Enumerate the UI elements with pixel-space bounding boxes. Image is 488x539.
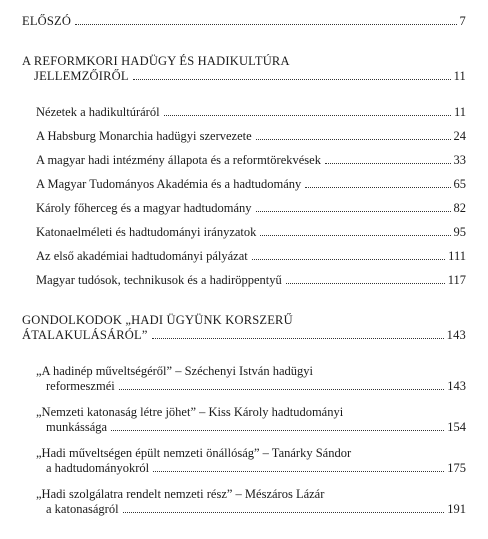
toc-entry-page: 117 (447, 273, 466, 287)
toc-entry-section1[interactable] (22, 69, 466, 84)
dot-leader (260, 235, 450, 236)
dot-leader (133, 79, 451, 80)
toc-entry[interactable] (22, 249, 466, 264)
section-heading-line2: JELLEMZŐIRŐL (34, 69, 129, 83)
toc-entry-page: 24 (453, 129, 466, 143)
table-of-contents (22, 14, 466, 517)
dot-leader (123, 512, 445, 513)
dot-leader (164, 115, 451, 116)
toc-entry-title: Nézetek a hadikultúráról (36, 105, 160, 119)
section-heading-line1: A REFORMKORI HADÜGY ÉS HADIKULTÚRA (22, 54, 290, 68)
toc-entry-page: 111 (448, 249, 466, 263)
toc-entry-page: 11 (453, 69, 466, 83)
dot-leader (111, 430, 444, 431)
toc-entry-page: 11 (453, 105, 466, 119)
dot-leader (75, 24, 456, 25)
toc-entry-foreword[interactable] (22, 14, 466, 29)
toc-entry-page: 95 (453, 225, 466, 239)
dot-leader (305, 187, 450, 188)
toc-entry[interactable] (22, 364, 466, 394)
toc-entry[interactable] (22, 129, 466, 144)
toc-entry[interactable] (22, 225, 466, 240)
toc-entry-title-cont: a katonaságról (46, 502, 119, 516)
toc-entry-title: „Hadi műveltségen épült nemzeti önállóság” – Tanárky Sándor (36, 446, 352, 460)
toc-entry-page: 33 (453, 153, 466, 167)
toc-entry[interactable] (22, 487, 466, 517)
toc-entry[interactable] (22, 201, 466, 216)
toc-entry-page: 7 (459, 14, 466, 28)
toc-entry-title: ELŐSZÓ (22, 14, 72, 28)
toc-entry-title: Katonaelméleti és hadtudományi irányzatok (36, 225, 257, 239)
toc-entry[interactable] (22, 153, 466, 168)
toc-entry-title-cont: munkássága (46, 420, 108, 434)
toc-entry-title: A magyar hadi intézmény állapota és a reformtörekvések (36, 153, 321, 167)
section-heading-line2: ÁTALAKULÁSÁRÓL” (22, 328, 148, 342)
toc-entry-section2[interactable] (22, 328, 466, 343)
toc-entry[interactable] (22, 273, 466, 288)
toc-entry-page: 191 (447, 502, 466, 516)
toc-entry-title: Magyar tudósok, technikusok és a hadiröppentyű (36, 273, 282, 287)
toc-entry-title: A Habsburg Monarchia hadügyi szervezete (36, 129, 252, 143)
dot-leader (256, 211, 451, 212)
section-heading-line1: GONDOLKODOK „HADI ÜGYÜNK KORSZERŰ (22, 313, 293, 327)
toc-entry-title: „Nemzeti katonaság létre jöhet” – Kiss Károly hadtudományi (36, 405, 344, 419)
toc-entry-page: 154 (447, 420, 466, 434)
toc-entry[interactable] (22, 105, 466, 120)
toc-entry[interactable] (22, 446, 466, 476)
toc-entry-page: 143 (447, 379, 466, 393)
dot-leader (286, 283, 445, 284)
toc-entry-title-cont: reformeszméi (46, 379, 115, 393)
toc-entry-title: „Hadi szolgálatra rendelt nemzeti rész” – Mészáros Lázár (36, 487, 325, 501)
dot-leader (256, 139, 451, 140)
toc-entry[interactable] (22, 405, 466, 435)
toc-entry-page: 175 (447, 461, 466, 475)
toc-entry-title-cont: a hadtudományokról (46, 461, 150, 475)
toc-entry-page: 82 (453, 201, 466, 215)
toc-entry-title: „A hadinép műveltségéről” – Széchenyi István hadügyi (36, 364, 314, 378)
dot-leader (252, 259, 445, 260)
toc-entry[interactable] (22, 177, 466, 192)
dot-leader (119, 389, 445, 390)
toc-entry-title: Az első akadémiai hadtudományi pályázat (36, 249, 248, 263)
dot-leader (153, 471, 444, 472)
dot-leader (325, 163, 451, 164)
toc-entry-page: 143 (446, 328, 466, 342)
toc-entry-page: 65 (453, 177, 466, 191)
dot-leader (152, 338, 444, 339)
toc-entry-title: Károly főherceg és a magyar hadtudomány (36, 201, 252, 215)
toc-entry-title: A Magyar Tudományos Akadémia és a hadtudomány (36, 177, 302, 191)
